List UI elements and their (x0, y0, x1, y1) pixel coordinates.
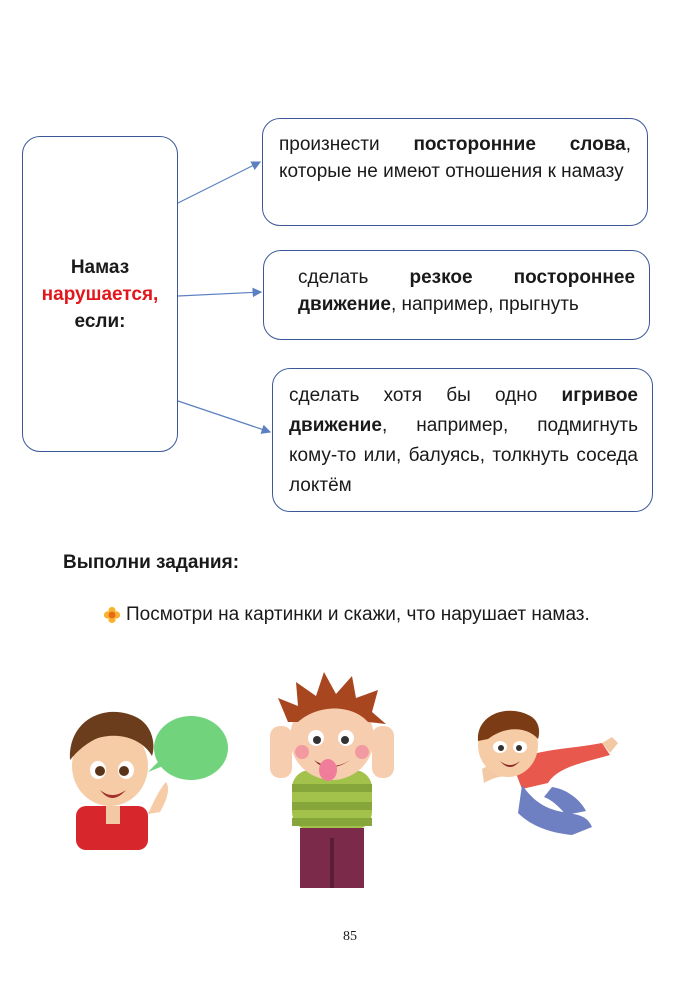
rule-2-post: , например, прыгнуть (390, 294, 579, 315)
page-number: 85 (343, 929, 357, 944)
rule-1-pre: произнести (279, 134, 414, 155)
rule-box-3 (272, 368, 653, 512)
arrow-to-rule-2 (178, 292, 261, 296)
rule-3-bold: игривое движение (289, 385, 638, 436)
task-text: Посмотри на картинки и скажи, что нарушает намаз. (126, 604, 590, 625)
arrow-to-rule-3 (178, 401, 270, 432)
rule-3-pre: сделать хотя бы одно (289, 385, 562, 406)
task-item (103, 604, 590, 626)
rule-box-1 (262, 118, 648, 226)
rule-2-pre: сделать (298, 267, 410, 288)
flower-bullet-icon (103, 606, 121, 624)
left-box-line-3: если: (74, 310, 126, 332)
rule-1-bold: посторонние слова (413, 134, 626, 155)
tasks-heading: Выполни задания: (63, 552, 240, 573)
left-box-line-2: нарушается, (41, 283, 159, 305)
jumping-boy-illustration (462, 703, 622, 839)
rule-box-2 (263, 250, 650, 340)
rule-text-1 (279, 131, 631, 185)
talking-boy-illustration (48, 698, 228, 850)
rule-text-3 (289, 381, 638, 501)
rule-1-post: , которые не имеют отношения к намазу (279, 134, 631, 182)
rule-text-2 (298, 264, 635, 318)
left-box-line-1: Намаз (70, 256, 130, 278)
arrow-to-rule-1 (178, 162, 260, 203)
boy-making-face-illustration (262, 668, 402, 888)
rule-3-post: , например, подмигнуть кому-то или, балуясь, толкнуть соседа локтём (289, 415, 638, 496)
prayer-invalidated-box (22, 136, 178, 452)
rule-2-bold: резкое постороннее движение (298, 267, 636, 315)
